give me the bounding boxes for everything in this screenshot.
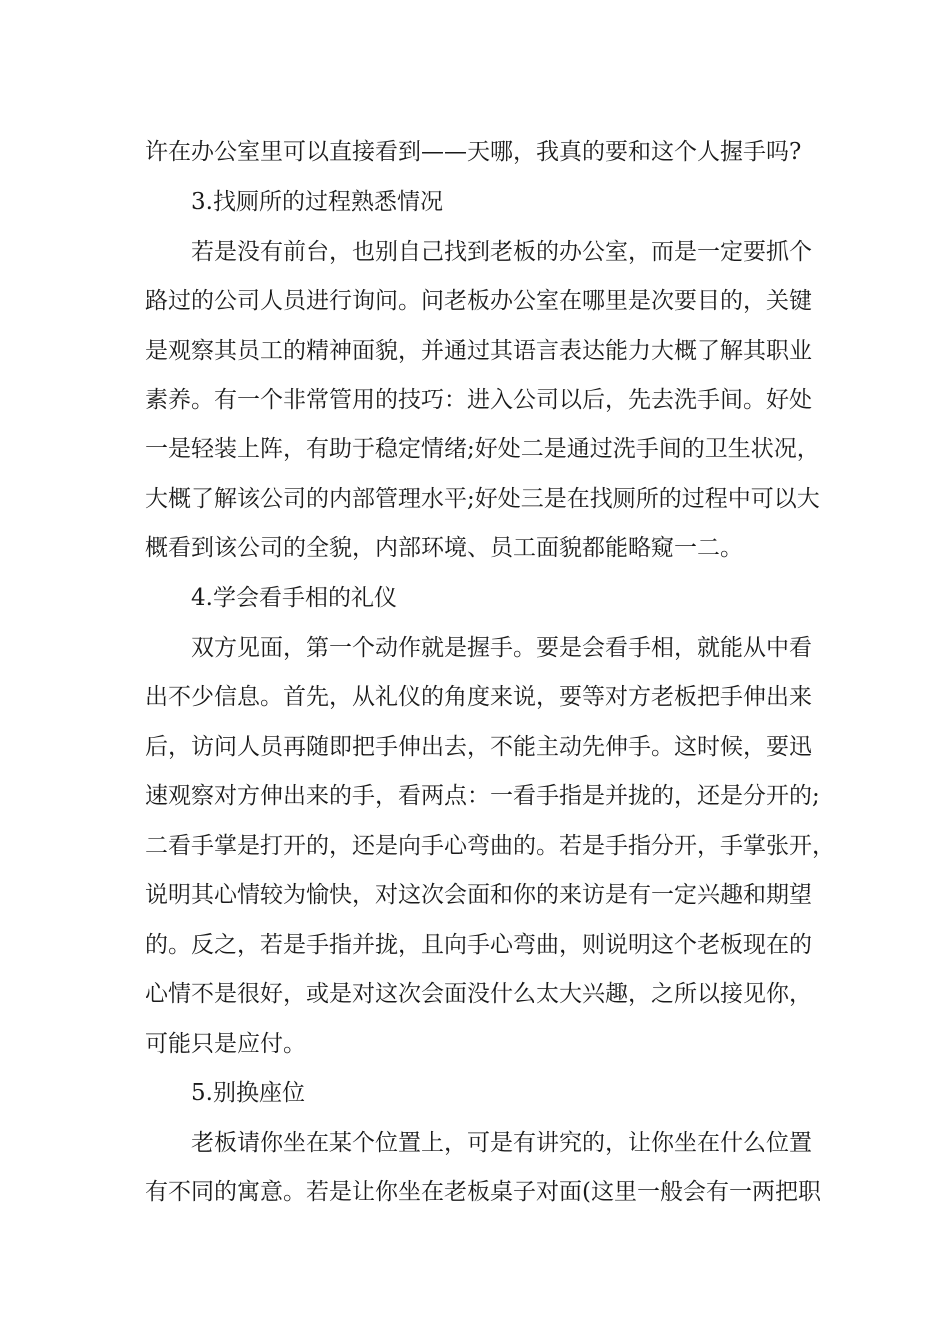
section-heading: 4.学会看手相的礼仪 xyxy=(191,585,397,611)
text-line: 老板请你坐在某个位置上，可是有讲究的，让你坐在什么位置 xyxy=(191,1130,812,1156)
text-line: 可能只是应付。 xyxy=(145,1031,306,1057)
text-line: 的。反之，若是手指并拢，且向手心弯曲，则说明这个老板现在的 xyxy=(145,932,812,958)
text-line: 心情不是很好，或是对这次会面没什么太大兴趣，之所以接见你， xyxy=(145,981,812,1007)
text-line: 一是轻装上阵，有助于稳定情绪;好处二是通过洗手间的卫生状况， xyxy=(145,436,820,462)
text-line: 许在办公室里可以直接看到——天哪，我真的要和这个人握手吗? xyxy=(145,139,802,165)
text-line: 出不少信息。首先，从礼仪的角度来说，要等对方老板把手伸出来 xyxy=(145,684,812,710)
text-line: 说明其心情较为愉快，对这次会面和你的来访是有一定兴趣和期望 xyxy=(145,882,812,908)
text-line: 后，访问人员再随即把手伸出去，不能主动先伸手。这时候，要迅 xyxy=(145,734,812,760)
text-line: 双方见面，第一个动作就是握手。要是会看手相，就能从中看 xyxy=(191,635,812,661)
text-line: 素养。有一个非常管用的技巧：进入公司以后，先去洗手间。好处 xyxy=(145,387,812,413)
text-line: 若是没有前台，也别自己找到老板的办公室，而是一定要抓个 xyxy=(191,239,812,265)
text-line: 概看到该公司的全貌，内部环境、员工面貌都能略窥一二。 xyxy=(145,535,743,561)
text-line: 是观察其员工的精神面貌，并通过其语言表达能力大概了解其职业 xyxy=(145,338,812,364)
section-heading: 5.别换座位 xyxy=(191,1080,305,1106)
text-line: 二看手掌是打开的，还是向手心弯曲的。若是手指分开，手掌张开， xyxy=(145,833,835,859)
text-line: 速观察对方伸出来的手，看两点：一看手指是并拢的，还是分开的; xyxy=(145,783,820,809)
text-line: 有不同的寓意。若是让你坐在老板桌子对面(这里一般会有一两把职 xyxy=(145,1179,821,1205)
section-heading: 3.找厕所的过程熟悉情况 xyxy=(191,189,443,215)
text-line: 大概了解该公司的内部管理水平;好处三是在找厕所的过程中可以大 xyxy=(145,486,820,512)
text-line: 路过的公司人员进行询问。问老板办公室在哪里是次要目的，关键 xyxy=(145,288,812,314)
